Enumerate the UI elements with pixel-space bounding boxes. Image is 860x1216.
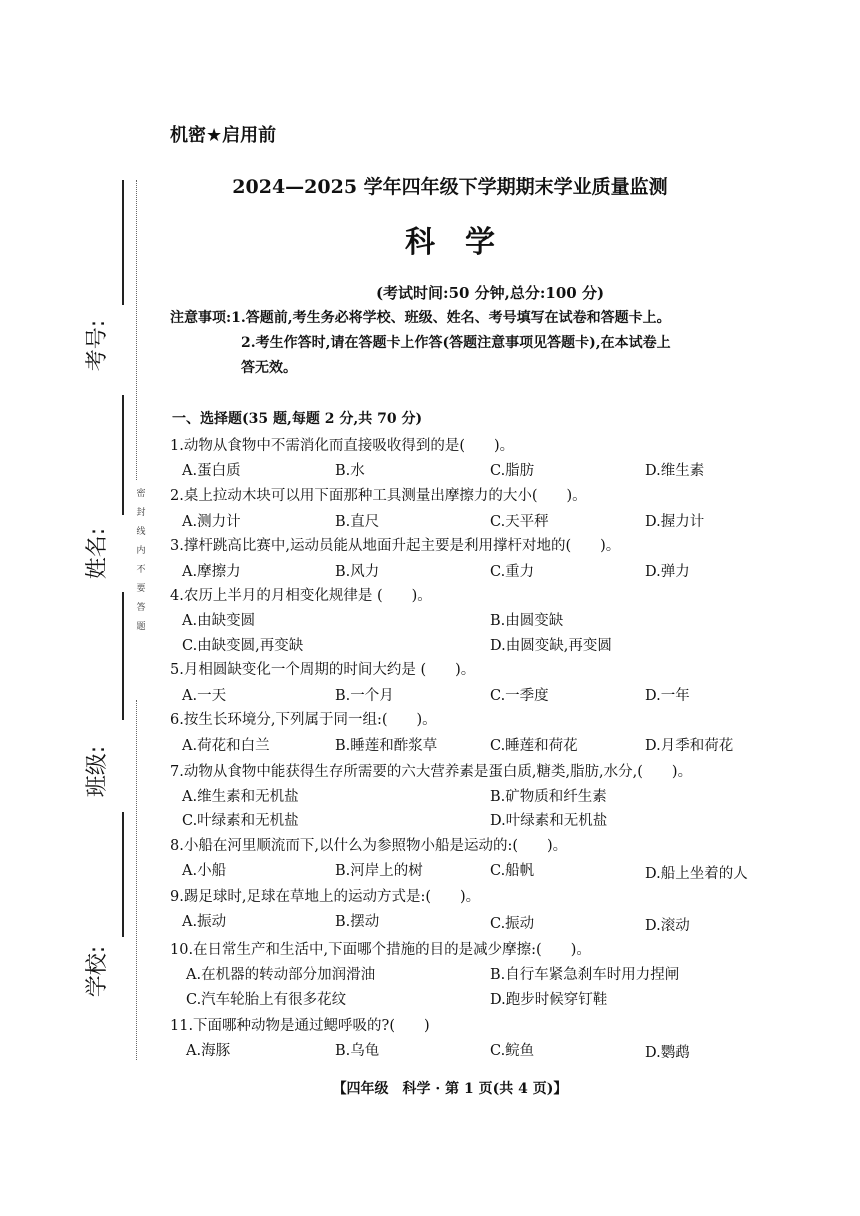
question-8-stem: 8.小船在河里顺流而下,以什么为参照物小船是运动的:( )。: [170, 838, 568, 854]
question-5-option-d: D.一年: [645, 688, 690, 704]
seal-dotted-line-bottom: [136, 700, 137, 1060]
question-6-option-b: B.睡莲和酢浆草: [335, 738, 438, 754]
question-11-stem: 11.下面哪种动物是通过鳃呼吸的?( ): [170, 1018, 430, 1034]
section-heading: 一、选择题(35 题,每题 2 分,共 70 分): [172, 411, 423, 427]
notice-label: 注意事项:: [170, 310, 232, 326]
question-6-option-d: D.月季和荷花: [645, 738, 734, 754]
school-line: [122, 812, 124, 937]
question-3-option-b: B.风力: [335, 564, 380, 580]
notice-line-1: 1.答题前,考生务必将学校、班级、姓名、考号填写在试卷和答题卡上。: [231, 310, 671, 326]
question-11-option-b: B.乌龟: [335, 1043, 380, 1059]
question-7-option-c: C.叶绿素和无机盐: [182, 813, 299, 829]
question-7-option-a: A.维生素和无机盐: [182, 789, 299, 805]
question-10-option-c: C.汽车轮胎上有很多花纹: [186, 992, 347, 1008]
question-4-option-a: A.由缺变圆: [182, 613, 256, 629]
question-1-option-d: D.维生素: [645, 463, 705, 479]
question-10-option-a: A.在机器的转动部分加润滑油: [186, 967, 376, 983]
question-4-option-c: C.由缺变圆,再变缺: [182, 638, 304, 654]
question-10-option-b: B.自行车紧急刹车时用力捏闸: [490, 967, 680, 983]
notice-block: [170, 306, 790, 381]
question-3-option-c: C.重力: [490, 564, 535, 580]
seal-line-text: 密封线内不要答题: [136, 489, 146, 632]
notice-line-3: 答无效。: [241, 360, 297, 376]
question-6-stem: 6.按生长环境分,下列属于同一组:( )。: [170, 712, 437, 728]
question-8-option-d: D.船上坐着的人: [645, 866, 748, 882]
exam-title: 2024—2025 学年四年级下学期期末学业质量监测: [232, 176, 668, 198]
class-label: 班级:: [85, 745, 111, 798]
question-9-option-d: D.滚动: [645, 918, 690, 934]
exam-no-label: 考号:: [85, 319, 111, 372]
class-line: [122, 592, 124, 720]
question-8-option-b: B.河岸上的树: [335, 863, 423, 879]
question-7-option-d: D.叶绿素和无机盐: [490, 813, 608, 829]
school-label: 学校:: [85, 945, 111, 998]
question-11-option-d: D.鹦鹉: [645, 1045, 690, 1061]
question-2-stem: 2.桌上拉动木块可以用下面那种工具测量出摩擦力的大小( )。: [170, 488, 587, 504]
question-4-option-d: D.由圆变缺,再变圆: [490, 638, 612, 654]
question-2-option-c: C.天平秤: [490, 514, 549, 530]
question-6-option-c: C.睡莲和荷花: [490, 738, 578, 754]
question-10-option-d: D.跑步时候穿钉鞋: [490, 992, 608, 1008]
question-3-option-a: A.摩擦力: [182, 564, 241, 580]
question-8-option-c: C.船帆: [490, 863, 535, 879]
question-11-option-c: C.鲩鱼: [490, 1043, 535, 1059]
question-5-option-c: C.一季度: [490, 688, 549, 704]
question-2-option-a: A.测力计: [182, 514, 241, 530]
question-7-stem: 7.动物从食物中能获得生存所需要的六大营养素是蛋白质,糖类,脂肪,水分,( )。: [170, 764, 693, 780]
question-4-stem: 4.农历上半月的月相变化规律是 ( )。: [170, 588, 432, 604]
question-9-option-c: C.振动: [490, 916, 535, 932]
question-3-option-d: D.弹力: [645, 564, 690, 580]
question-9-option-b: B.摆动: [335, 914, 380, 930]
question-8-option-a: A.小船: [182, 863, 227, 879]
question-5-option-a: A.一天: [182, 688, 227, 704]
question-11-option-a: A.海豚: [186, 1043, 231, 1059]
name-line: [122, 395, 124, 515]
question-1-option-a: A.蛋白质: [182, 463, 241, 479]
seal-dotted-line-top: [136, 180, 137, 480]
question-3-stem: 3.撑杆跳高比赛中,运动员能从地面升起主要是利用撑杆对地的( )。: [170, 538, 621, 554]
question-9-stem: 9.踢足球时,足球在草地上的运动方式是:( )。: [170, 889, 481, 905]
question-7-option-b: B.矿物质和纤生素: [490, 789, 607, 805]
question-2-option-b: B.直尺: [335, 514, 380, 530]
page-footer: 【四年级 科学 · 第 1 页(共 4 页)】: [332, 1081, 568, 1097]
question-6-option-a: A.荷花和白兰: [182, 738, 270, 754]
question-9-option-a: A.振动: [182, 914, 227, 930]
question-1-option-b: B.水: [335, 463, 365, 479]
question-1-stem: 1.动物从食物中不需消化而直接吸收得到的是( )。: [170, 438, 515, 454]
question-10-stem: 10.在日常生产和生活中,下面哪个措施的目的是减少摩擦:( )。: [170, 942, 591, 958]
question-5-option-b: B.一个月: [335, 688, 394, 704]
notice-line-2: 2.考生作答时,请在答题卡上作答(答题注意事项见答题卡),在本试卷上: [241, 335, 671, 351]
exam-no-line: [122, 180, 124, 305]
confidential-mark: 机密★启用前: [170, 125, 277, 146]
subject-title: 科学: [405, 225, 525, 260]
question-1-option-c: C.脂肪: [490, 463, 535, 479]
question-4-option-b: B.由圆变缺: [490, 613, 564, 629]
name-label: 姓名:: [85, 527, 111, 580]
question-2-option-d: D.握力计: [645, 514, 705, 530]
question-5-stem: 5.月相圆缺变化一个周期的时间大约是 ( )。: [170, 662, 476, 678]
exam-info: (考试时间:50 分钟,总分:100 分): [375, 284, 605, 302]
